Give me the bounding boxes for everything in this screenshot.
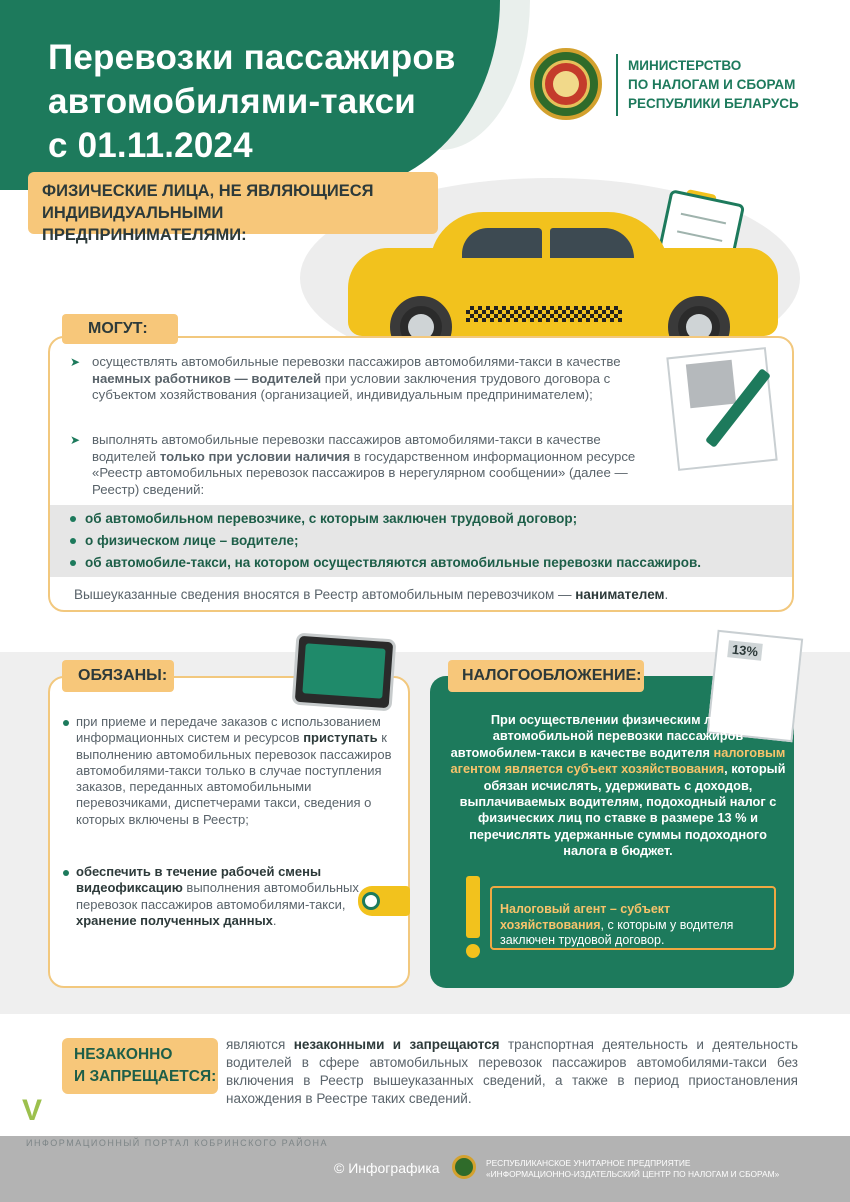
subject-label: ФИЗИЧЕСКИЕ ЛИЦА, НЕ ЯВЛЯЮЩИЕСЯ ИНДИВИДУАЛЬНЫМИ ПРЕДПРИНИМАТЕЛЯМИ: [28, 172, 438, 234]
infografika-credit: © Инфографика [334, 1160, 440, 1176]
taxi-window-front [462, 228, 542, 258]
requirement-item: о физическом лице – водителе; [85, 533, 299, 548]
v-logo: V [22, 1094, 43, 1127]
title-line-3: с 01.11.2024 [48, 126, 253, 165]
bullet-dot [70, 516, 76, 522]
requirement-item: об автомобильном перевозчике, с которым заключен трудовой договор; [85, 511, 578, 526]
ministry-name: МИНИСТЕРСТВО ПО НАЛОГАМ И СБОРАМ РЕСПУБЛИКИ БЕЛАРУСЬ [628, 58, 799, 111]
bullet-dot [63, 720, 69, 726]
publisher-emblem-icon [452, 1155, 476, 1179]
title-line-2: автомобилями-такси [48, 82, 417, 121]
requirement-item: об автомобиле-такси, на котором осуществляются автомобильные перевозки пассажиров. [85, 555, 701, 570]
tax-agent-text: Налоговый агент – субъект хозяйствования, с которым у водителя заключен трудовой договор. [500, 902, 734, 947]
taxi-checker-stripe [466, 306, 622, 322]
oblige-label: ОБЯЗАНЫ: [62, 660, 174, 692]
bullet-dot [70, 560, 76, 566]
chevron-right-icon: ➤ [70, 433, 81, 447]
illegal-text: являются незаконными и запрещаются транспортная деятельность и деятельность водителей в сфере автомобильных перевозок пассажиров автомобилями-такси без включения в Реестр вышеуказанных сведений, а также в период приостановления нахождения в Реестре таких сведений. [226, 1037, 798, 1106]
publisher-name: РЕСПУБЛИКАНСКОЕ УНИТАРНОЕ ПРЕДПРИЯТИЕ «ИНФОРМАЦИОННО-ИЗДАТЕЛЬСКИЙ ЦЕНТР ПО НАЛОГАМ И СБОРАМ» [486, 1158, 780, 1179]
tax-text: При осуществлении физическим лицом автомобильной перевозки пассажиров автомобилем-такси в качестве водителя налоговым агентом является субъект хозяйствования, который обязан исчислять, удерживать с доходов, выплачиваемых водителям, подоходный налог с физических лиц по ставке в размере 13 % и перечислять удержанные суммы подоходного налога в бюджет. [450, 712, 786, 859]
document-photo [686, 360, 736, 409]
camera-lens [362, 892, 380, 910]
can-note: Вышеуказанные сведения вносятся в Реестр автомобильным перевозчиком — нанимателем. [74, 587, 669, 602]
oblige-item-2: обеспечить в течение рабочей смены видеофиксацию выполнения автомобильных перевозок пассажиров автомобилями-такси, хранение полученных данных. [76, 864, 359, 928]
exclamation-icon [466, 876, 480, 938]
title-line-1: Перевозки пассажиров [48, 38, 456, 77]
percent-badge: 13% [727, 640, 763, 660]
exclamation-dot [466, 944, 480, 958]
oblige-item-1: при приеме и передаче заказов с использованием информационных систем и ресурсов приступать к выполнению автомобильных перевозок пассажиров автомобилями-такси только в случае поступления заказов, переданных автомобильными перевозчиками, диспетчерами такси, сведения о которых включены в Реестр; [76, 714, 392, 827]
bullet-dot [63, 870, 69, 876]
chevron-right-icon: ➤ [70, 355, 81, 369]
ministry-divider [616, 54, 618, 116]
tax-label: НАЛОГООБЛОЖЕНИЕ: [448, 660, 644, 692]
bullet-dot [70, 538, 76, 544]
can-item-1: осуществлять автомобильные перевозки пассажиров автомобилями-такси в качестве наемных работников — водителей при условии заключения трудового договора с субъектом хозяйствования (организацией, индивидуальным предпринимателем); [92, 354, 621, 402]
can-label: МОГУТ: [62, 314, 178, 344]
illegal-label: НЕЗАКОННО И ЗАПРЕЩАЕТСЯ: [62, 1038, 218, 1094]
page-title [48, 36, 488, 168]
ministry-emblem-icon [530, 48, 602, 120]
can-item-2: выполнять автомобильные перевозки пассажиров автомобилями-такси в качестве водителей только при условии наличия в государственном информационном ресурсе «Реестр автомобильных перевозок пассажиров в нерегулярном сообщении» (далее — Реестр) сведений: [92, 432, 636, 497]
portal-watermark: ИНФОРМАЦИОННЫЙ ПОРТАЛ КОБРИНСКОГО РАЙОНА [26, 1138, 329, 1148]
navigator-screen [302, 643, 385, 698]
